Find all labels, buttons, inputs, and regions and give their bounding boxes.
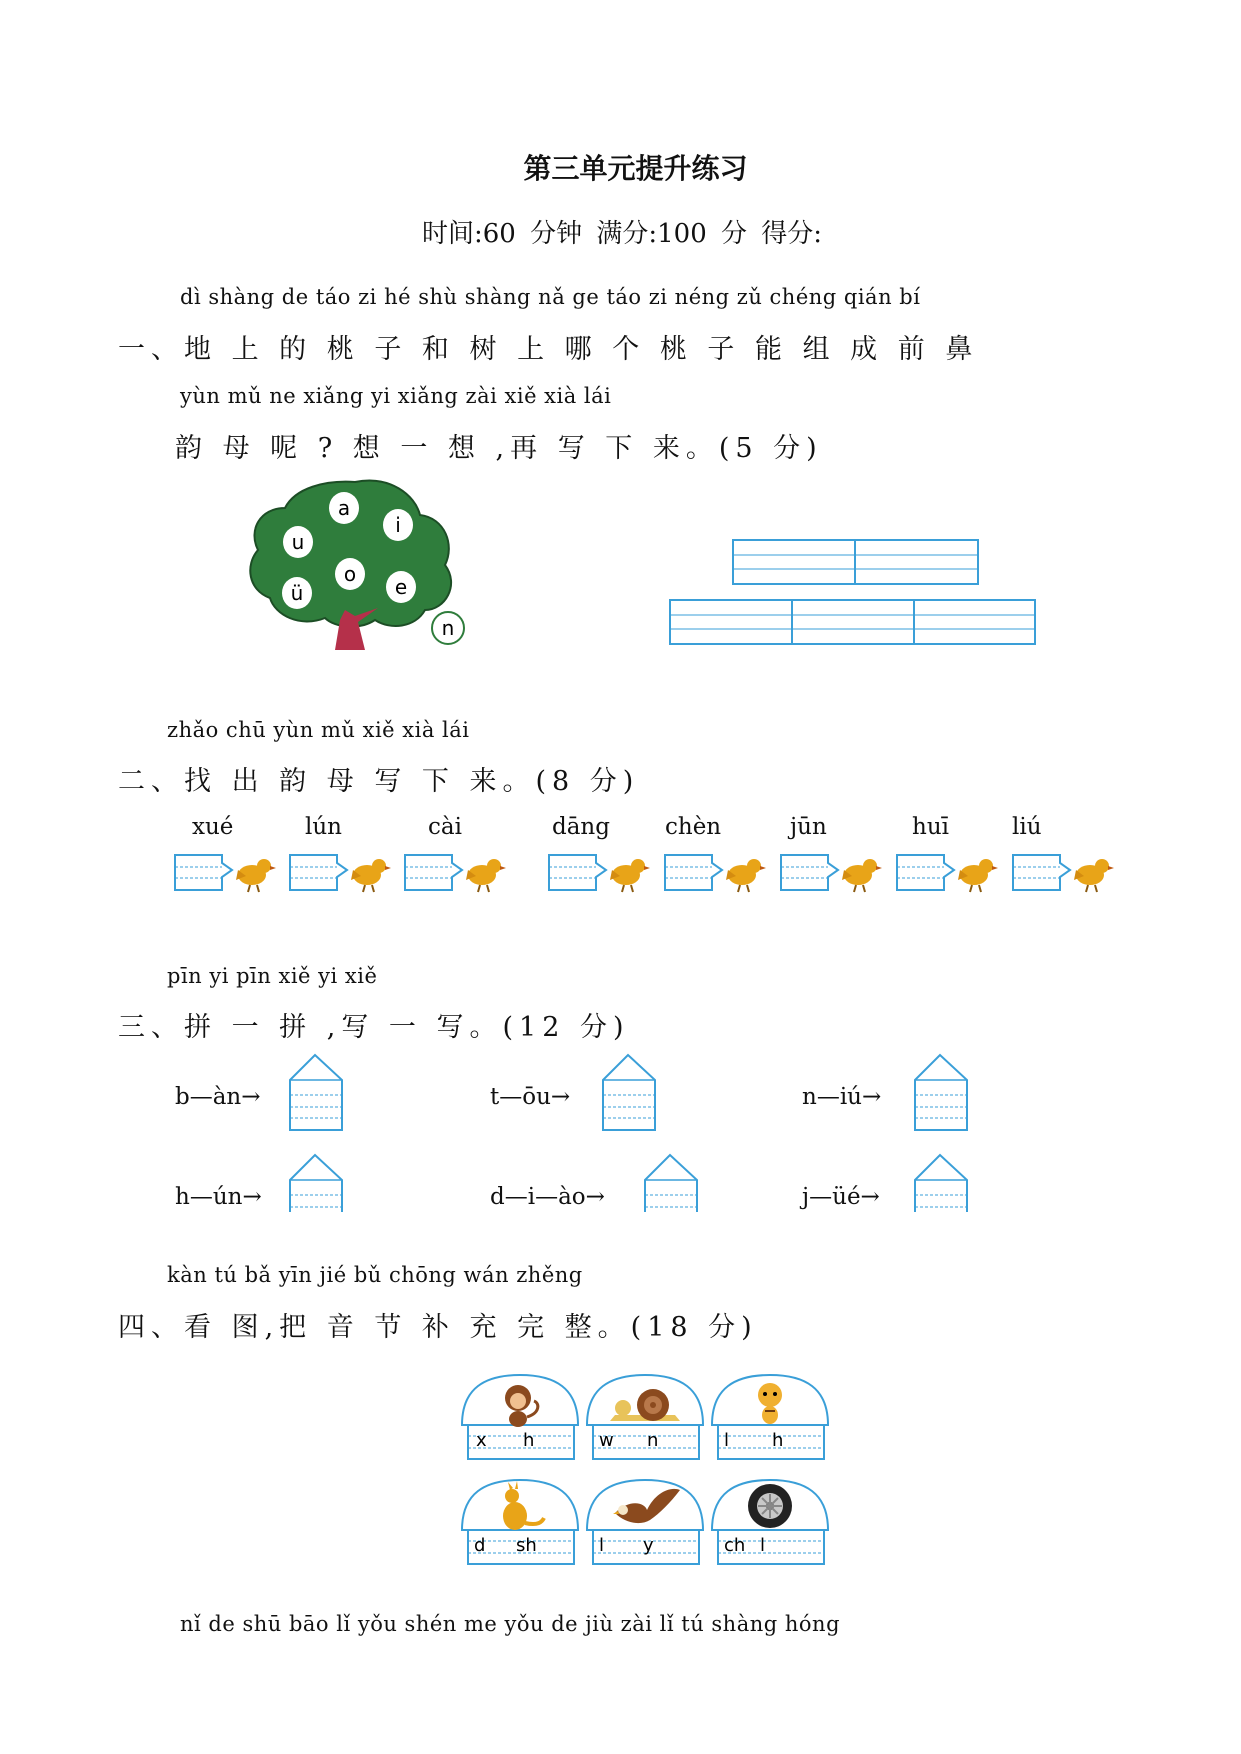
house-answer-box[interactable]	[290, 1155, 342, 1212]
card-wheel	[712, 1480, 828, 1564]
house-answer-box[interactable]	[645, 1155, 697, 1212]
q1-text-line1: 一、地 上 的 桃 子 和 树 上 哪 个 桃 子 能 组 成 前 鼻	[118, 334, 979, 365]
q5-pinyin: nǐ de shū bāo lǐ yǒu shén me yǒu de jiù zài lǐ tú shàng hóng	[180, 1612, 841, 1636]
svg-text:w: w	[599, 1430, 614, 1451]
q3-house-boxes[interactable]	[280, 1050, 980, 1212]
bird-answer-box[interactable]	[665, 855, 766, 892]
q2-pinyin: zhǎo chū yùn mǔ xiě xià lái	[167, 718, 470, 742]
q1-answer-grid[interactable]	[665, 535, 1045, 645]
house-answer-box[interactable]	[603, 1055, 655, 1130]
page-title: 第三单元提升练习	[523, 152, 748, 185]
q1-pinyin-line1: dì shàng de táo zi hé shù shàng nǎ ge táo zi néng zǔ chéng qián bí	[180, 285, 921, 309]
bird-answer-box[interactable]	[1013, 855, 1114, 892]
wheel-icon	[748, 1484, 792, 1528]
q3-spell-item: d—i—ào→	[490, 1184, 605, 1210]
tiger-icon	[758, 1383, 782, 1424]
q2-syllable: jūn	[790, 814, 827, 840]
eagle-icon	[613, 1489, 680, 1523]
q2-syllable: huī	[912, 814, 949, 840]
svg-text:e: e	[394, 575, 408, 599]
q2-syllable: lún	[305, 814, 342, 840]
q3-text: 三、拼 一 拼 ,写 一 写。(12 分)	[118, 1012, 630, 1043]
peach-i	[383, 509, 413, 541]
q1-text-line2: 韵 母 呢 ? 想 一 想 ,再 写 下 来。(5 分)	[175, 433, 823, 464]
bird-answer-box[interactable]	[897, 855, 998, 892]
svg-text:u: u	[291, 530, 305, 554]
peach-u-umlaut	[282, 577, 312, 609]
snail-icon	[610, 1389, 680, 1421]
q3-spell-item: n—iú→	[802, 1084, 882, 1110]
q4-text: 四、看 图,把 音 节 补 充 完 整。(18 分)	[118, 1312, 758, 1343]
card-snail	[587, 1375, 703, 1459]
peach-o	[335, 558, 365, 590]
peach-e	[386, 571, 416, 603]
svg-text:d: d	[474, 1535, 486, 1556]
q2-syllable: chèn	[665, 814, 722, 840]
svg-text:ch: ch	[724, 1535, 746, 1556]
svg-text:x: x	[476, 1430, 487, 1451]
svg-text:n: n	[441, 616, 455, 640]
card-tiger	[712, 1375, 828, 1459]
card-monkey	[462, 1375, 578, 1459]
svg-text:h: h	[772, 1430, 784, 1451]
bird-answer-box[interactable]	[781, 855, 882, 892]
card-kangaroo	[462, 1480, 578, 1564]
q2-syllable: xué	[192, 814, 234, 840]
q2-syllable: cài	[428, 814, 462, 840]
peach-tree-illustration	[240, 470, 470, 650]
q3-spell-item: j—üé→	[802, 1184, 880, 1210]
q3-spell-item: b—àn→	[175, 1084, 261, 1110]
peach-u	[283, 526, 313, 558]
svg-text:l: l	[599, 1535, 605, 1556]
q1-pinyin-line2: yùn mǔ ne xiǎng yi xiǎng zài xiě xià lái	[180, 384, 612, 408]
bird-answer-box[interactable]	[405, 855, 506, 892]
svg-text:a: a	[337, 496, 351, 520]
q3-spell-item: t—ōu→	[490, 1084, 571, 1110]
house-answer-box[interactable]	[915, 1155, 967, 1212]
monkey-icon	[505, 1385, 538, 1427]
bird-answer-box[interactable]	[175, 855, 276, 892]
house-answer-box[interactable]	[915, 1055, 967, 1130]
q2-text: 二、找 出 韵 母 写 下 来。(8 分)	[118, 766, 640, 797]
svg-text:sh: sh	[516, 1535, 537, 1556]
q2-answer-boxes[interactable]	[170, 850, 1130, 900]
q2-syllable: dāng	[552, 814, 610, 840]
bird-answer-box[interactable]	[290, 855, 391, 892]
kangaroo-icon	[503, 1481, 544, 1530]
peach-a	[329, 492, 359, 524]
svg-text:ü: ü	[290, 581, 304, 605]
q4-picture-cards	[455, 1368, 835, 1588]
q3-spell-item: h—ún→	[175, 1184, 262, 1210]
q2-syllable: liú	[1012, 814, 1042, 840]
q4-pinyin: kàn tú bǎ yīn jié bǔ chōng wán zhěng	[167, 1263, 583, 1287]
bird-answer-box[interactable]	[549, 855, 650, 892]
exam-meta: 时间:60 分钟 满分:100 分 得分:	[422, 219, 823, 249]
svg-text:i: i	[395, 513, 401, 537]
svg-text:l: l	[760, 1535, 766, 1556]
q3-pinyin: pīn yi pīn xiě yi xiě	[167, 964, 378, 988]
svg-text:l: l	[724, 1430, 730, 1451]
house-answer-box[interactable]	[290, 1055, 342, 1130]
svg-text:n: n	[647, 1430, 659, 1451]
svg-text:h: h	[523, 1430, 535, 1451]
svg-text:y: y	[643, 1535, 654, 1556]
fallen-peach-n	[432, 612, 464, 644]
card-eagle	[587, 1480, 703, 1564]
svg-text:o: o	[343, 562, 357, 586]
